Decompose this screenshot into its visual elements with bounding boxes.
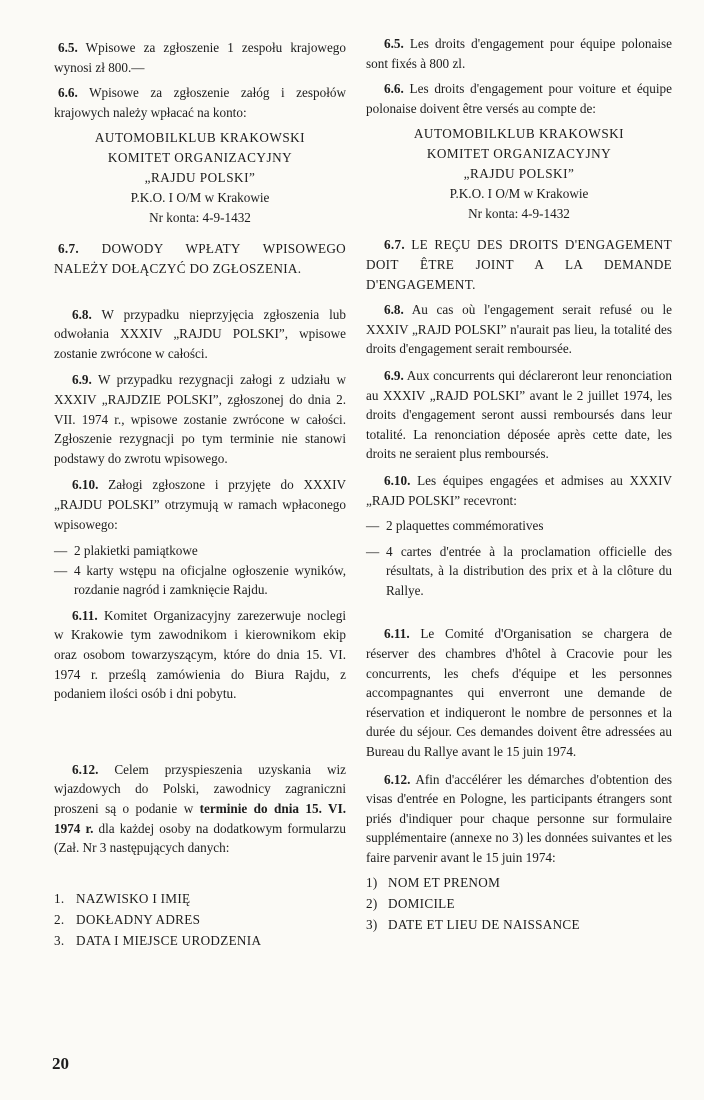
page-number: 20 (52, 1054, 69, 1073)
section-number: 6.10. (72, 477, 99, 493)
section-number: 6.7. (58, 241, 79, 257)
list-item-text: 4 cartes d'entrée à la proclamation officielle des résultats, à la distribution des prix et à la clôture du Rallye. (386, 543, 672, 598)
section-number: 6.10. (384, 472, 411, 488)
list-number: 2. (54, 911, 65, 927)
list-item-text: DOKŁADNY ADRES (76, 911, 201, 927)
account-line: P.K.O. I O/M w Krakowie (449, 186, 589, 202)
list-dash: — (54, 562, 68, 578)
required-data-list-fr (366, 872, 672, 935)
list-number: 3. (54, 932, 65, 948)
section-text: Au cas où l'engagement serait refusé ou le XXXIV „RAJD POLSKI” n'aurait pas lieu, la totalité des droits d'engagement serait remboursée. (366, 302, 672, 357)
list-item (366, 893, 672, 914)
section-text: Aux concurrents qui déclareront leur renonciation au XXXIV „RAJD POLSKI” avant le 2 juillet 1974, les droits d'engagement seront aussi remboursés dans leur totalité. La renonciation déposée après cette date, les droits ne seraient plus remboursés. (366, 367, 672, 462)
section-6-10-pl (54, 475, 346, 534)
section-6-6-pl (54, 83, 346, 122)
account-line: AUTOMOBILKLUB KRAKOWSKI (413, 126, 625, 142)
section-6-11-pl (54, 606, 346, 704)
section-number: 6.6. (384, 81, 404, 97)
section-6-5-fr (366, 34, 672, 73)
section-text: LE REÇU DES DROITS D'ENGAGEMENT DOIT ÊTRE JOINT A LA DEMANDE D'ENGAGEMENT. (366, 237, 672, 292)
section-text: Celem przyspieszenia uzyskania wiz wjazdowych do Polski, zawodnicy zagraniczni proszeni są o podanie w (54, 761, 346, 817)
list-dash: — (366, 518, 380, 534)
section-6-9-pl (54, 370, 346, 468)
section-text: Wpisowe za zgłoszenie załóg i zespołów krajowych należy wpłacać na konto: (54, 85, 346, 120)
account-line: Nr konta: 4-9-1432 (149, 210, 251, 226)
section-text: W przypadku nieprzyjęcia zgłoszenia lub odwołania XXXIV „RAJDU POLSKI”, wpisowe zostanie zwrócone w całości. (54, 306, 346, 361)
list-dash: — (54, 543, 68, 559)
section-number: 6.7. (384, 237, 405, 253)
list-item-text: DOMICILE (388, 895, 455, 911)
section-text: Wpisowe za zgłoszenie 1 zespołu krajowego wynosi zł 800.— (54, 40, 346, 75)
section-6-9-fr (366, 366, 672, 464)
list-item (54, 561, 346, 600)
account-line: KOMITET ORGANIZACYJNY (107, 150, 293, 166)
section-text: dla każdej osoby na dodatkowym formularzu (Zał. Nr 3 następujących danych: (54, 820, 346, 856)
section-6-8-pl (54, 305, 346, 364)
deadline-text: terminie do dnia 15. VI. 1974 r. (54, 801, 347, 836)
list-number: 3) (366, 916, 378, 932)
section-number: 6.6. (58, 85, 78, 101)
benefits-list-fr (366, 516, 672, 600)
list-item-text: NAZWISKO I IMIĘ (76, 890, 191, 906)
section-number: 6.12. (384, 771, 411, 787)
list-item-text: DATA I MIEJSCE URODZENIA (76, 932, 262, 948)
list-item (54, 909, 346, 930)
section-text: Le Comité d'Organisation se chargera de réserver des chambres d'hôtel à Cracovie pour les concurrents, les chefs d'équipe et les personnes accompagnantes qui enverront une demande de réservation et indiqueront le nombre de personnes et la durée du séjour. Ces demandes doivent être adressées au Bureau du Rallye avant le 15 juin 1974. (366, 626, 672, 760)
list-item (366, 542, 672, 601)
section-number: 6.9. (72, 372, 92, 388)
section-6-7-fr (366, 235, 672, 294)
section-6-7-pl (54, 239, 346, 278)
section-text: Les droits d'engagement pour voiture et équipe polonaise doivent être versés au compte de: (366, 81, 672, 116)
section-number: 6.5. (58, 40, 78, 55)
account-line: AUTOMOBILKLUB KRAKOWSKI (94, 130, 306, 146)
section-number: 6.5. (384, 36, 404, 51)
list-item-text: 2 plaquettes commémoratives (386, 518, 544, 534)
section-number: 6.12. (72, 761, 99, 777)
section-text: Komitet Organizacyjny zarezerwuje noclegi w Krakowie tym zawodnikom i kierownikom ekip oraz osobom towarzyszącym, które do dnia 15. VI. 1974 r. prześlą zamówienia do Biura Rajdu, z podaniem ilości osób i dni pobytu. (54, 607, 346, 702)
section-text: DOWODY WPŁATY WPISOWEGO NALEŻY DOŁĄCZYĆ DO ZGŁOSZENIA. (54, 241, 346, 276)
section-text: Les équipes engagées et admises au XXXIV „RAJD POLSKI” recevront: (366, 472, 672, 508)
section-6-12-fr (366, 770, 672, 868)
french-column (366, 30, 672, 935)
list-item (366, 872, 672, 893)
section-number: 6.8. (72, 306, 92, 322)
list-item-text: 2 plakietki pamiątkowe (74, 543, 198, 559)
section-6-10-fr (366, 471, 672, 510)
list-item-text: 4 karty wstępu na oficjalne ogłoszenie wyników, rozdanie nagród i zamknięcie Rajdu. (74, 562, 346, 598)
account-line: KOMITET ORGANIZACYJNY (426, 146, 612, 162)
list-item (366, 516, 672, 536)
account-line: „RAJDU POLSKI” (463, 166, 575, 182)
benefits-list-pl (54, 541, 346, 600)
bank-account-block-fr (366, 124, 672, 224)
list-number: 1. (54, 890, 65, 906)
section-number: 6.8. (384, 302, 404, 318)
section-text: Załogi zgłoszone i przyjęte do XXXIV „RAJDU POLSKI” otrzymują w ramach wpłaconego wpisowego: (54, 477, 346, 532)
section-text: Les droits d'engagement pour équipe polonaise sont fixés à 800 zl. (366, 36, 672, 71)
bank-account-block-pl (54, 128, 346, 228)
section-text: W przypadku rezygnacji załogi z udziału w XXXIV „RAJDZIE POLSKI”, zgłoszonej do dnia 2. VII. 1974 r., wpisowe zostanie zwrócone w całości. Zgłoszenie rezygnacji po tym terminie nie stanowi podstawy do zwrotu wpisowego. (54, 372, 346, 466)
list-item (54, 888, 346, 909)
section-text: Afin d'accélérer les démarches d'obtention des visas d'entrée en Pologne, les participants étrangers sont priés d'indiquer pour chaque personne sur formulaire supplémentaire (annexe no 3) les données suivantes et les faire parvenir avant le 15 juin 1974: (366, 771, 672, 865)
section-number: 6.11. (72, 607, 98, 623)
account-line: „RAJDU POLSKI” (144, 170, 256, 186)
list-item (54, 541, 346, 561)
section-6-8-fr (366, 300, 672, 359)
list-number: 1) (366, 874, 378, 890)
list-item-text: NOM ET PRENOM (388, 874, 501, 890)
account-line: Nr konta: 4-9-1432 (468, 206, 570, 222)
list-dash: — (366, 543, 380, 559)
section-6-12-pl (54, 760, 346, 858)
list-item (54, 930, 346, 951)
list-item (366, 914, 672, 935)
section-number: 6.11. (384, 626, 410, 642)
list-item-text: DATE ET LIEU DE NAISSANCE (388, 916, 580, 932)
section-number: 6.9. (384, 367, 404, 383)
account-line: P.K.O. I O/M w Krakowie (130, 190, 270, 206)
section-6-5-pl (54, 38, 346, 77)
section-6-11-fr (366, 624, 672, 761)
list-number: 2) (366, 895, 378, 911)
polish-column (54, 30, 346, 951)
section-6-6-fr (366, 79, 672, 118)
required-data-list-pl (54, 888, 346, 951)
